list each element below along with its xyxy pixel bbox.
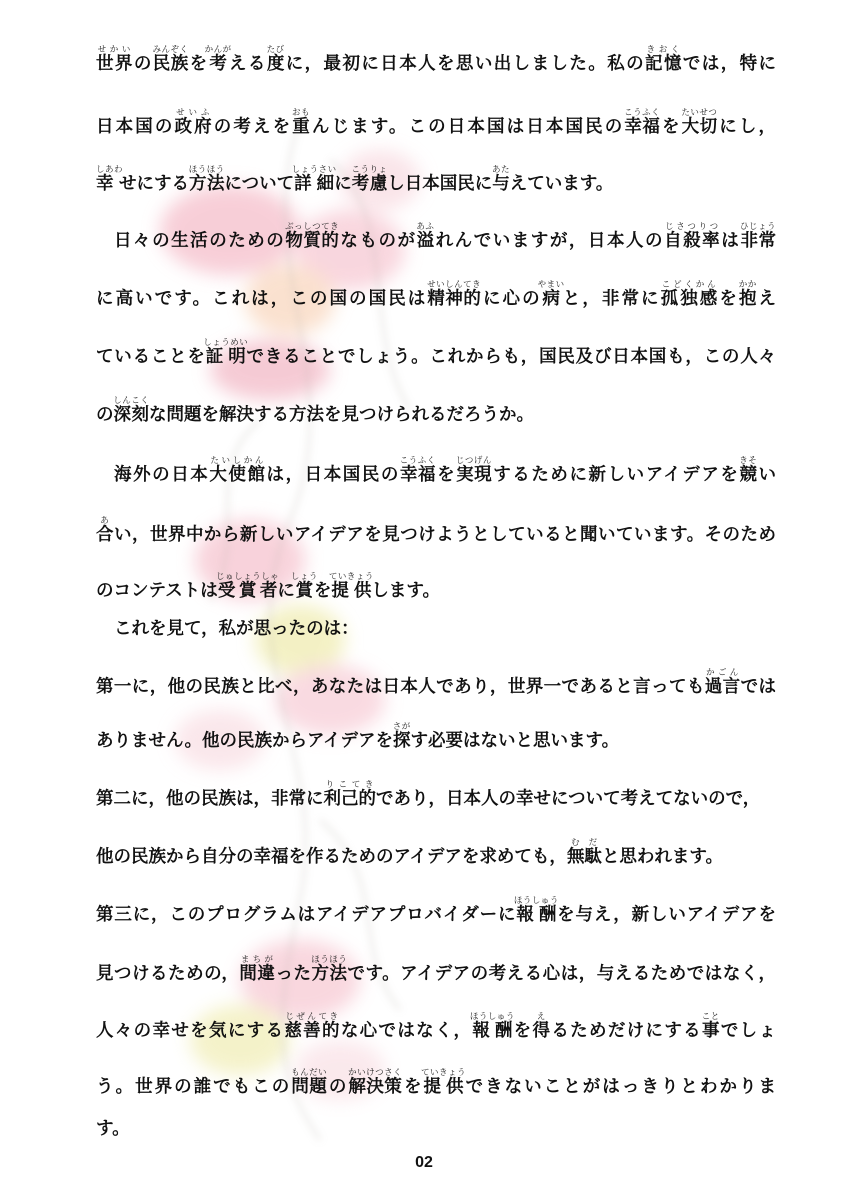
furigana-word: 競きそ: [739, 456, 758, 485]
furigana-word: 精神的せいしんてき: [427, 280, 482, 309]
text-line: [96, 838, 776, 882]
text-run: これを見て，私が思ったのは：: [114, 619, 359, 639]
furigana-word: 間違まちが: [239, 955, 276, 984]
text-line: [96, 614, 776, 658]
text-run: は: [721, 231, 741, 251]
furigana-word: 過言かごん: [704, 668, 741, 697]
furigana-word: 方法ほうほう: [311, 955, 348, 984]
text-line: [96, 338, 776, 382]
furigana-reading: あた: [491, 165, 510, 175]
furigana-word: 慈善的じぜんてき: [284, 1012, 341, 1041]
text-run: でしょ: [719, 1021, 777, 1041]
furigana-reading: むだ: [566, 838, 602, 848]
furigana-word: 方法ほうほう: [188, 165, 225, 194]
furigana-reading: ほうしゅう: [469, 1012, 515, 1022]
text-run: の考えを: [213, 117, 293, 137]
furigana-reading: おも: [291, 108, 310, 118]
furigana-reading: じゅしょうしゃ: [216, 572, 280, 582]
text-run: できないことがはっきりとわかりま: [463, 1077, 777, 1097]
text-run: を: [512, 1021, 533, 1041]
text-line: [96, 1068, 776, 1112]
text-line: [96, 516, 776, 560]
furigana-word: 物質的ぶっしつてき: [285, 222, 340, 251]
furigana-word: 幸福こうふく: [624, 108, 661, 137]
furigana-word: 重おも: [291, 108, 310, 137]
text-run: ありません。他の民族からアイデアを: [96, 731, 393, 751]
furigana-reading: ぶっしつてき: [285, 222, 340, 232]
furigana-reading: じつげん: [455, 456, 492, 466]
furigana-word: 幸しあわ: [96, 165, 124, 194]
text-line: [96, 1012, 776, 1056]
text-line: [96, 722, 776, 766]
text-run: す。: [96, 1119, 130, 1139]
furigana-word: 解決策かいけつさく: [348, 1068, 403, 1097]
furigana-word: 詳細しょうさい: [291, 165, 337, 194]
furigana-reading: こどくかん: [660, 280, 718, 290]
text-run: い: [756, 465, 777, 485]
text-run: するために新しいアイデアを: [491, 465, 740, 485]
furigana-reading: こうふく: [399, 456, 436, 466]
text-run: 第二に，他の民族は，非常に: [96, 789, 324, 809]
furigana-reading: かごん: [704, 668, 741, 678]
furigana-reading: こうふく: [624, 108, 661, 118]
furigana-word: 大切たいせつ: [681, 108, 718, 137]
page-number: 02: [415, 1154, 433, 1171]
text-run: 他の民族から自分の幸福を作るためのアイデアを求めても，: [96, 847, 567, 867]
furigana-reading: じぜんてき: [284, 1012, 340, 1022]
text-run: なものが: [338, 231, 417, 251]
text-line: [96, 45, 776, 89]
furigana-reading: じさつりつ: [664, 222, 720, 232]
text-run: えています。: [509, 174, 614, 194]
text-line: [96, 1114, 776, 1158]
text-run: に: [277, 581, 295, 601]
furigana-word: 深刻しんこく: [113, 396, 150, 425]
text-line: [96, 280, 776, 324]
text-run: を: [435, 465, 457, 485]
text-line: [96, 572, 776, 616]
text-run: では: [740, 677, 776, 697]
text-line: [96, 108, 776, 152]
furigana-reading: たいしかん: [209, 456, 265, 466]
furigana-reading: さが: [392, 722, 411, 732]
furigana-word: 非常ひじょう: [740, 222, 777, 251]
text-line: [96, 165, 776, 209]
text-run: を: [313, 581, 332, 601]
text-line: [96, 456, 776, 500]
text-line: [96, 668, 776, 712]
text-run: 日々の生活のための: [114, 231, 286, 251]
text-run: を: [719, 289, 739, 309]
furigana-reading: きそ: [739, 456, 758, 466]
text-run: るためだけにする: [551, 1021, 703, 1041]
text-run: です。アイデアの考える心は，与えるためではなく，: [347, 964, 776, 984]
text-run: える: [227, 54, 267, 74]
furigana-reading: まちが: [239, 955, 275, 965]
furigana-word: 考かんが: [204, 45, 232, 74]
text-run: は，日本国民の: [266, 465, 400, 485]
text-run: 日本国の: [96, 117, 175, 137]
furigana-word: 提供ていきょう: [421, 1068, 467, 1097]
furigana-word: 政府せいふ: [174, 108, 214, 137]
furigana-reading: しょうさい: [291, 165, 337, 175]
furigana-reading: ほうほう: [311, 955, 348, 965]
furigana-word: 報酬ほうしゅう: [513, 896, 559, 925]
furigana-reading: せいふ: [174, 108, 212, 118]
text-run: に，最初に日本人を思い出しました。私の: [284, 54, 646, 74]
furigana-reading: しょう: [290, 572, 318, 582]
text-run: い，世界中から新しいアイデアを見つけようとしていると聞いています。そのため: [114, 525, 777, 545]
furigana-reading: たいせつ: [681, 108, 718, 118]
text-run: を: [659, 117, 682, 137]
furigana-reading: もんだい: [291, 1068, 328, 1078]
furigana-word: 証明しょうめい: [203, 338, 249, 367]
furigana-reading: みんぞく: [152, 45, 189, 55]
furigana-word: 与あた: [491, 165, 510, 194]
furigana-word: 溢あふ: [416, 222, 435, 251]
text-run: と，非常に: [560, 289, 661, 309]
furigana-reading: あ: [96, 516, 114, 526]
furigana-reading: あふ: [416, 222, 435, 232]
furigana-reading: たび: [266, 45, 285, 55]
text-run: に心の: [480, 289, 542, 309]
furigana-word: 賞しょう: [290, 572, 318, 601]
text-run: 第三に，このプログラムはアイデアプロバイダーに: [96, 905, 517, 925]
text-run: を: [188, 54, 209, 74]
furigana-reading: ていきょう: [421, 1068, 467, 1078]
furigana-word: 抱かか: [738, 280, 757, 309]
text-run: った: [275, 964, 312, 984]
text-run: できることでしょう。これからも，国民及び日本国も，この人々: [245, 347, 777, 367]
text-run: う。世界の誰でもこの: [96, 1077, 292, 1097]
furigana-word: 探さが: [392, 722, 411, 751]
furigana-word: 考慮こうりょ: [351, 165, 388, 194]
text-run: では，特に: [682, 54, 777, 74]
furigana-reading: せかい: [96, 45, 133, 55]
text-run: します。: [371, 581, 440, 601]
text-run: にし，: [717, 117, 777, 137]
text-run: の: [133, 54, 153, 74]
text-run: せにする: [119, 174, 189, 194]
text-run: す必要はないと思います。: [410, 731, 620, 751]
text-line: [96, 780, 776, 824]
furigana-word: 利己的りこてき: [323, 780, 376, 809]
furigana-reading: やまい: [537, 280, 565, 290]
furigana-word: 世界せかい: [96, 45, 134, 74]
furigana-reading: ひじょう: [740, 222, 777, 232]
text-run: な問題を解決する方法を見つけられるだろうか。: [149, 405, 535, 425]
text-run: のコンテストは: [96, 581, 218, 601]
furigana-word: 合あ: [96, 516, 114, 545]
furigana-word: 受賞者じゅしょうしゃ: [216, 572, 280, 601]
text-line: [96, 396, 776, 440]
furigana-reading: かんが: [204, 45, 232, 55]
text-run: 人々の幸せを気にする: [96, 1021, 285, 1041]
text-run: 第一に，他の民族と比べ，あなたは日本人であり，世界一であると言っても: [96, 677, 705, 697]
furigana-reading: こと: [701, 1012, 720, 1022]
text-line: [96, 896, 776, 940]
text-run: れんでいますが，日本人の: [434, 231, 665, 251]
furigana-word: 記憶きおく: [645, 45, 683, 74]
text-run: え: [756, 289, 777, 309]
furigana-reading: せいしんてき: [427, 280, 482, 290]
text-run: の: [326, 1077, 349, 1097]
furigana-reading: かいけつさく: [348, 1068, 403, 1078]
furigana-word: 無駄むだ: [566, 838, 602, 867]
furigana-word: 報酬ほうしゅう: [469, 1012, 515, 1041]
furigana-word: 問題もんだい: [291, 1068, 328, 1097]
furigana-word: 得え: [532, 1012, 552, 1041]
furigana-word: 孤独感こどくかん: [660, 280, 720, 309]
text-run: に高いです。これは，この国の国民は: [96, 289, 428, 309]
furigana-word: 自殺率じさつりつ: [664, 222, 722, 251]
text-run: と思われます。: [601, 847, 724, 867]
furigana-word: 病やまい: [537, 280, 565, 309]
furigana-reading: かか: [738, 280, 757, 290]
furigana-reading: きおく: [645, 45, 682, 55]
furigana-word: 度たび: [266, 45, 285, 74]
furigana-reading: ほうほう: [188, 165, 225, 175]
text-run: に: [334, 174, 352, 194]
furigana-reading: ていきょう: [328, 572, 374, 582]
text-run: 海外の日本: [114, 465, 210, 485]
text-run: を: [401, 1077, 424, 1097]
furigana-reading: ほうしゅう: [513, 896, 559, 906]
text-run: を与え，新しいアイデアを: [556, 905, 777, 925]
text-run: の: [96, 405, 114, 425]
text-run: し日本国民に: [387, 174, 493, 194]
furigana-reading: しあわ: [96, 165, 124, 175]
furigana-reading: こうりょ: [351, 165, 388, 175]
furigana-word: 実現じつげん: [455, 456, 492, 485]
furigana-word: 大使館たいしかん: [209, 456, 267, 485]
text-line: [96, 222, 776, 266]
furigana-reading: しんこく: [113, 396, 150, 406]
furigana-word: 事こと: [701, 1012, 720, 1041]
text-line: [96, 955, 776, 999]
text-run: について: [224, 174, 295, 194]
furigana-word: 民族みんぞく: [152, 45, 189, 74]
text-run: であり，日本人の幸せについて考えてないので，: [376, 789, 761, 809]
furigana-reading: りこてき: [323, 780, 376, 790]
furigana-reading: え: [532, 1012, 551, 1022]
furigana-word: 幸福こうふく: [399, 456, 436, 485]
text-run: 見つけるための，: [96, 964, 240, 984]
text-run: な心ではなく，: [340, 1021, 473, 1041]
text-run: んじます。この日本国は日本国民の: [309, 117, 625, 137]
furigana-reading: しょうめい: [203, 338, 249, 348]
text-run: ていることを: [96, 347, 206, 367]
furigana-word: 提供ていきょう: [328, 572, 374, 601]
